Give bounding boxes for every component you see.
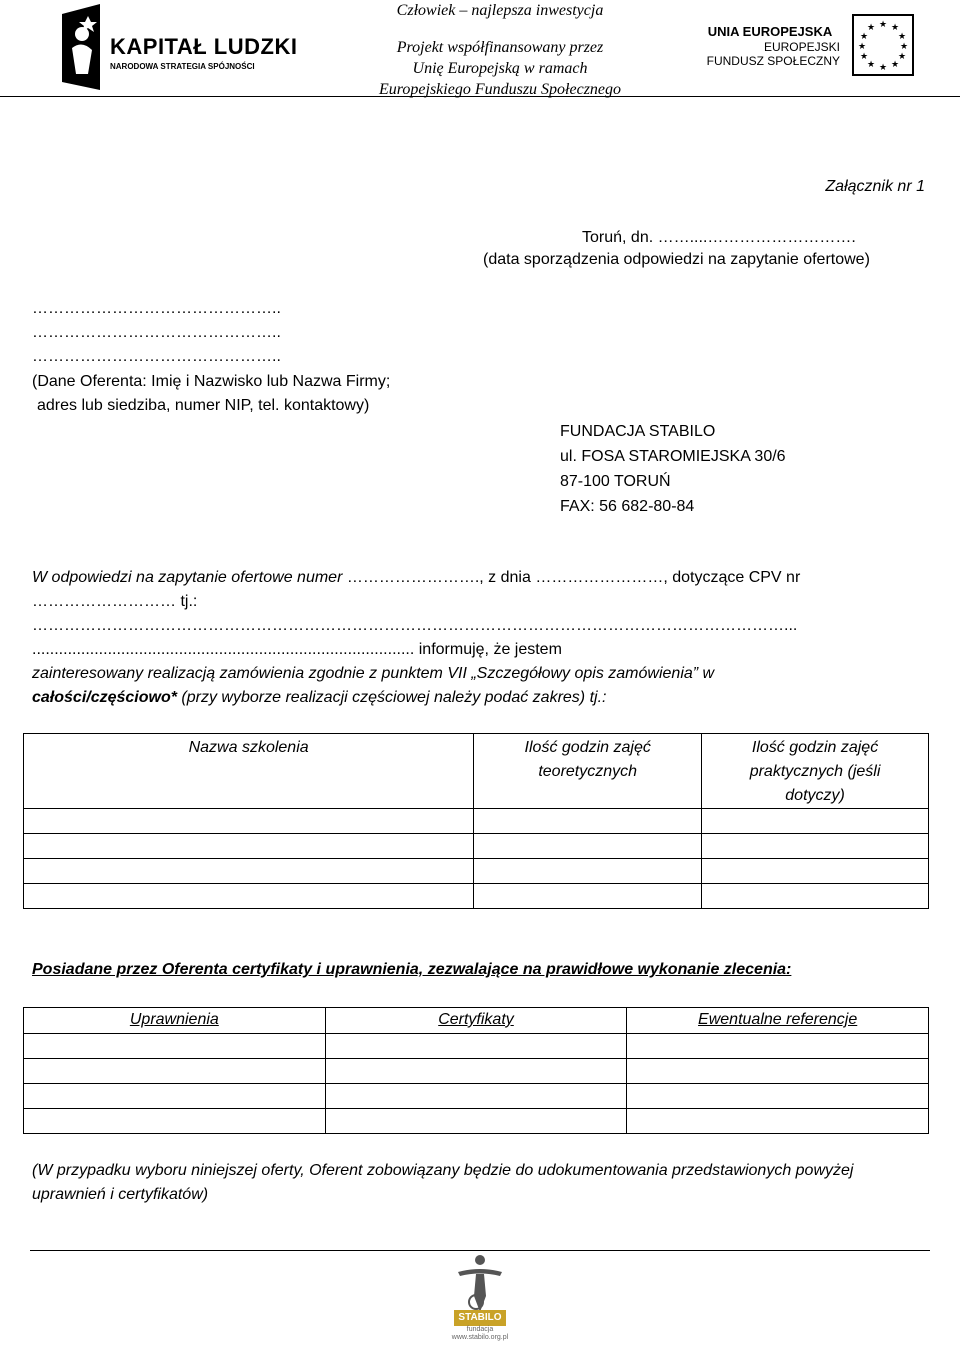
table-cell[interactable]	[702, 884, 929, 909]
svg-text:★: ★	[890, 22, 900, 32]
svg-text:★: ★	[897, 51, 907, 61]
body-line1-a: W odpowiedzi na zapytanie ofertowe numer	[32, 569, 343, 586]
table-row	[24, 1109, 929, 1134]
eu-flag-icon	[852, 14, 914, 76]
recipient-street: ul. FOSA STAROMIEJSKA 30/6	[560, 448, 786, 465]
stabilo-logo-text: STABILO	[454, 1310, 506, 1326]
table-row	[24, 834, 929, 859]
funding-line-3: Europejskiego Funduszu Społecznego	[378, 81, 622, 98]
table-cell[interactable]	[627, 1109, 929, 1134]
table-cell[interactable]	[24, 884, 474, 909]
place-date-note: (data sporządzenia odpowiedzi na zapytanie ofertowe)	[483, 251, 870, 268]
table-cell[interactable]	[627, 1059, 929, 1084]
eu-logo-line1: UNIA EUROPEJSKA	[707, 24, 833, 39]
certificates-heading: Posiadane przez Oferenta certyfikaty i uprawnienia, zezwalające na prawidłowe wykonanie zlecenia:	[32, 961, 792, 978]
svg-text:★: ★	[859, 51, 869, 61]
stabilo-url: www.stabilo.org.pl	[451, 1334, 509, 1341]
certificates-table-header	[24, 1008, 929, 1034]
funding-line-2: Unię Europejską w ramach	[412, 60, 588, 77]
bidder-dots-2: ………………………………………..	[32, 324, 281, 341]
project-funding-note	[360, 0, 640, 100]
table-row	[24, 1059, 929, 1084]
recipient-address	[560, 419, 786, 519]
table-cell[interactable]	[24, 809, 474, 834]
recipient-city: 87-100 TORUŃ	[560, 473, 671, 490]
eu-logo	[700, 14, 960, 84]
table-cell[interactable]	[627, 1034, 929, 1059]
table-cell[interactable]	[24, 859, 474, 884]
response-paragraph	[32, 566, 932, 710]
stabilo-logo-sub: fundacja	[466, 1326, 494, 1333]
table-row	[24, 809, 929, 834]
recipient-name: FUNDACJA STABILO	[560, 423, 716, 440]
bidder-dots-3: ………………………………………..	[32, 348, 281, 365]
body-line1-b: ……………………., z dnia	[346, 569, 531, 586]
eu-logo-line3: FUNDUSZ SPOŁECZNY	[706, 54, 840, 68]
svg-text:★: ★	[899, 41, 909, 51]
table-cell[interactable]	[325, 1059, 627, 1084]
training-table-header	[24, 734, 929, 809]
body-line3: ……………………………………………………………………………………………………………………………...	[32, 617, 798, 634]
body-line6-bold: całości/częściowo*	[32, 689, 177, 706]
table-cell[interactable]	[474, 809, 702, 834]
svg-text:★: ★	[857, 41, 867, 51]
header-divider	[0, 96, 960, 97]
table-cell[interactable]	[24, 1109, 326, 1134]
recipient-fax: FAX: 56 682-80-84	[560, 498, 695, 515]
table-row	[24, 1034, 929, 1059]
table-cell[interactable]	[702, 834, 929, 859]
bidder-note-1: (Dane Oferenta: Imię i Nazwisko lub Nazwa Firmy;	[32, 373, 391, 390]
eu-logo-line2: EUROPEJSKI	[763, 40, 840, 54]
header-certificates: Certyfikaty	[325, 1008, 627, 1034]
funding-line-1: Projekt współfinansowany przez	[396, 39, 604, 56]
table-row	[24, 884, 929, 909]
header-training-name: Nazwa szkolenia	[24, 734, 474, 809]
body-line5: zainteresowany realizacją zamówienia zgodnie z punktem VII „Szczegółowy opis zamówienia” w	[32, 665, 715, 682]
table-cell[interactable]	[24, 1059, 326, 1084]
table-cell[interactable]	[325, 1034, 627, 1059]
slogan: Człowiek – najlepsza inwestycja	[396, 2, 604, 19]
body-line6-rest: (przy wyborze realizacji częściowej należy podać zakres) tj.:	[181, 689, 607, 706]
bidder-dots-1: ………………………………………..	[32, 300, 281, 317]
table-cell[interactable]	[474, 884, 702, 909]
place-date: Toruń, dn. ……....……………………….	[582, 229, 856, 246]
footer-divider	[30, 1250, 930, 1251]
svg-text:★: ★	[859, 31, 869, 41]
body-line2: ……………………… tj.:	[32, 593, 198, 610]
table-cell[interactable]	[702, 809, 929, 834]
table-cell[interactable]	[474, 834, 702, 859]
table-cell[interactable]	[474, 859, 702, 884]
table-row	[24, 859, 929, 884]
table-cell[interactable]	[24, 1034, 326, 1059]
header-practice-hours: Ilość godzin zajęć praktycznych (jeśli dotyczy)	[702, 734, 929, 809]
stabilo-logo	[440, 1252, 520, 1342]
kapital-ludzki-title: KAPITAŁ LUDZKI	[110, 34, 298, 59]
table-cell[interactable]	[325, 1109, 627, 1134]
table-cell[interactable]	[24, 834, 474, 859]
header-references: Ewentualne referencje	[627, 1008, 929, 1034]
training-table	[23, 733, 929, 909]
body-line1-c: ……………………, dotyczące CPV nr	[535, 569, 801, 586]
header-permissions: Uprawnienia	[24, 1008, 326, 1034]
svg-text:★: ★	[890, 59, 900, 69]
svg-text:★: ★	[866, 59, 876, 69]
table-row	[24, 1084, 929, 1109]
table-cell[interactable]	[627, 1084, 929, 1109]
table-cell[interactable]	[702, 859, 929, 884]
svg-text:★: ★	[897, 31, 907, 41]
table-cell[interactable]	[24, 1084, 326, 1109]
body-line4: ...................................................................................... informuję, że jestem	[32, 641, 562, 658]
table-cell[interactable]	[325, 1084, 627, 1109]
kapital-ludzki-subtitle: NARODOWA STRATEGIA SPÓJNOŚCI	[110, 62, 255, 71]
svg-text:★: ★	[866, 22, 876, 32]
svg-text:★: ★	[878, 62, 888, 72]
bidder-note-2: adres lub siedziba, numer NIP, tel. kontaktowy)	[37, 397, 370, 414]
header-theory-hours: Ilość godzin zajęć teoretycznych	[474, 734, 702, 809]
svg-text:★: ★	[878, 19, 888, 29]
certificates-table	[23, 1007, 929, 1134]
kapital-ludzki-logo	[60, 4, 300, 90]
annex-label: Załącznik nr 1	[825, 178, 925, 195]
stabilo-figure-icon	[440, 1252, 520, 1314]
closing-note: (W przypadku wyboru niniejszej oferty, Oferent zobowiązany będzie do udokumentowania przedstawionych powyżej uprawnień i certyfikatów)	[32, 1162, 854, 1203]
